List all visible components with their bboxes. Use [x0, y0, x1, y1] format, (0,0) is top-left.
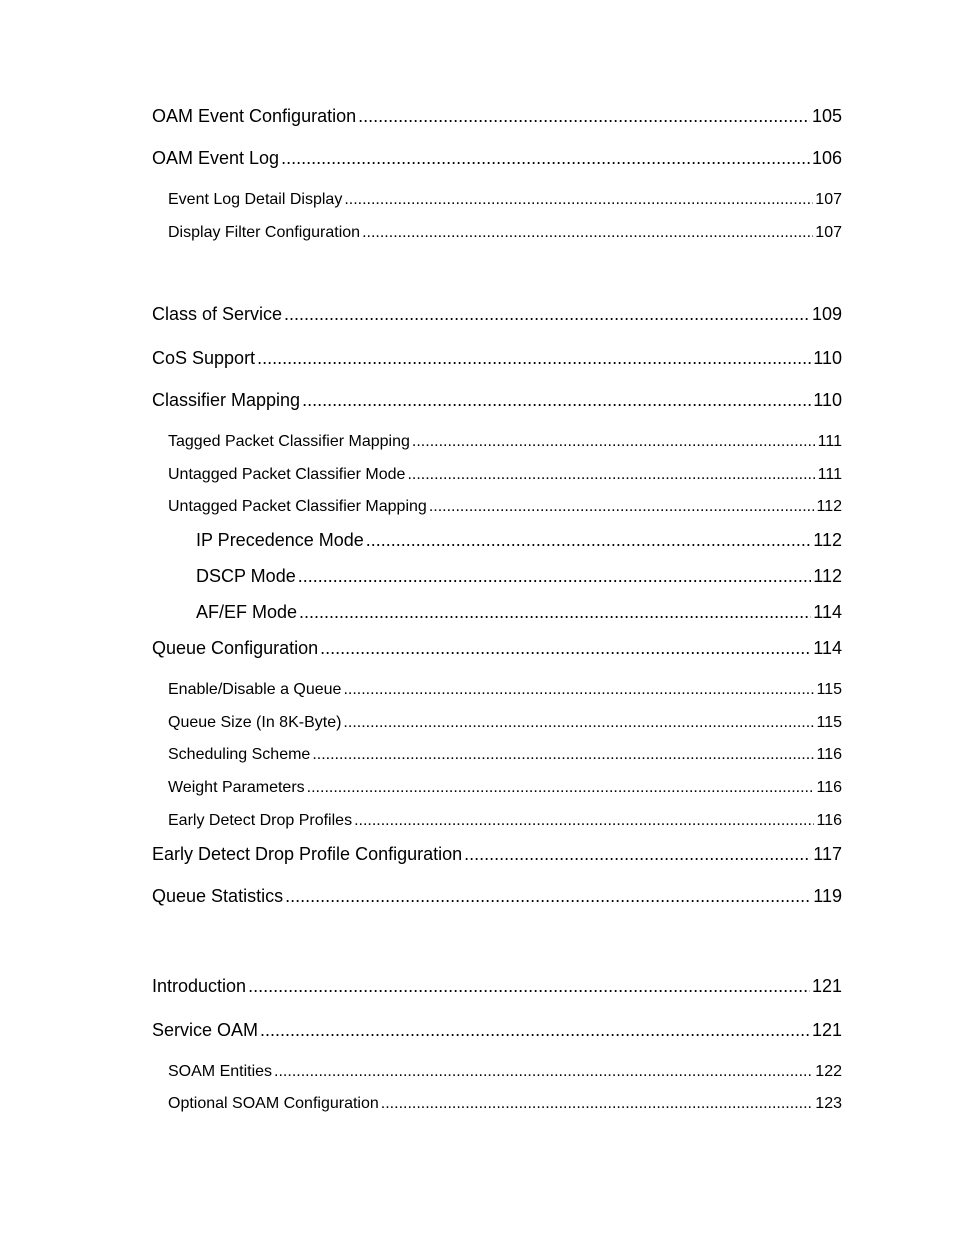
toc-entry-title: Queue Configuration — [152, 638, 319, 658]
toc-leader-dots — [260, 1020, 810, 1041]
toc-entry-page: 123 — [815, 1095, 842, 1112]
toc-entry — [152, 844, 842, 865]
toc-leader-dots — [412, 433, 816, 451]
toc-entry — [168, 779, 842, 797]
toc-entry-page: 106 — [811, 148, 842, 168]
toc-leader-dots — [381, 1095, 814, 1113]
toc-entry-page: 116 — [816, 746, 842, 763]
toc-leader-dots — [312, 746, 814, 764]
toc-entry-page: 112 — [813, 530, 842, 550]
toc-leader-dots — [257, 348, 811, 369]
toc-entry — [152, 976, 842, 997]
toc-entry-page: 116 — [816, 812, 842, 829]
toc-entry — [168, 433, 842, 451]
toc-entry-title: Introduction — [152, 976, 247, 996]
toc-entry — [196, 530, 842, 551]
toc-entry-title: AF/EF Mode — [196, 602, 298, 622]
toc-entry-page: 112 — [816, 498, 842, 515]
toc-entry-title: Class of Service — [152, 304, 283, 324]
toc-entry — [168, 224, 842, 242]
toc-entry — [152, 886, 842, 907]
toc-entry-title: OAM Event Log — [152, 148, 280, 168]
toc-leader-dots — [343, 714, 814, 732]
toc-entry-page: 117 — [813, 844, 842, 864]
toc-entry — [152, 304, 842, 325]
toc-leader-dots — [362, 224, 813, 242]
toc-entry — [168, 466, 842, 484]
toc-entry-page: 122 — [815, 1063, 842, 1080]
toc-entry — [152, 348, 842, 369]
toc-entry-page: 107 — [815, 191, 842, 208]
toc-leader-dots — [343, 681, 814, 699]
toc-leader-dots — [307, 779, 815, 797]
toc-entry-page: 110 — [813, 348, 842, 368]
toc-entry-page: 114 — [813, 602, 842, 622]
toc-entry-page: 121 — [811, 1020, 842, 1040]
toc-entry-title: Untagged Packet Classifier Mode — [168, 466, 406, 483]
toc-entry — [168, 191, 842, 209]
toc-entry-page: 110 — [813, 390, 842, 410]
toc-entry-title: Weight Parameters — [168, 779, 305, 796]
toc-entry-title: Queue Statistics — [152, 886, 284, 906]
toc-entry-page: 107 — [815, 224, 842, 241]
toc-entry-title: Early Detect Drop Profile Configuration — [152, 844, 463, 864]
toc-entry — [168, 1095, 842, 1113]
toc-entry-title: Untagged Packet Classifier Mapping — [168, 498, 427, 515]
toc-entry-page: 111 — [817, 433, 842, 450]
toc-entry-page: 121 — [811, 976, 842, 996]
toc-entry — [152, 638, 842, 659]
toc-entry-title: Queue Size (In 8K-Byte) — [168, 714, 342, 731]
toc-entry-page: 111 — [817, 466, 842, 483]
toc-leader-dots — [274, 1063, 813, 1081]
toc-entry-title: OAM Event Configuration — [152, 106, 357, 126]
toc-entry-page: 115 — [816, 714, 842, 731]
toc-entry-page: 115 — [816, 681, 842, 698]
toc-entry — [168, 746, 842, 764]
toc-entry — [152, 1020, 842, 1041]
toc-entry-title: Event Log Detail Display — [168, 191, 343, 208]
toc-entry — [168, 498, 842, 516]
toc-entry-page: 119 — [813, 886, 842, 906]
toc-entry — [152, 106, 842, 127]
toc-leader-dots — [302, 390, 811, 411]
toc-entry-page: 109 — [811, 304, 842, 324]
toc-entry-title: Optional SOAM Configuration — [168, 1095, 379, 1112]
toc-entry-title: Scheduling Scheme — [168, 746, 311, 763]
toc-entry-page: 105 — [811, 106, 842, 126]
toc-entry-title: CoS Support — [152, 348, 256, 368]
toc-entry — [152, 148, 842, 169]
toc-entry — [168, 812, 842, 830]
toc-entry — [196, 602, 842, 623]
toc-leader-dots — [429, 498, 815, 516]
toc-leader-dots — [298, 566, 812, 587]
toc-entry — [152, 390, 842, 411]
toc-entry-title: DSCP Mode — [196, 566, 296, 586]
toc-entry-page: 112 — [813, 566, 842, 586]
toc-leader-dots — [366, 530, 812, 551]
toc-leader-dots — [299, 602, 811, 623]
toc-entry-title: Service OAM — [152, 1020, 259, 1040]
toc-entry-page: 116 — [816, 779, 842, 796]
toc-entry — [196, 566, 842, 587]
toc-leader-dots — [354, 812, 814, 830]
toc-entry-title: Enable/Disable a Queue — [168, 681, 342, 698]
toc-leader-dots — [358, 106, 810, 127]
toc-entry — [168, 1063, 842, 1081]
toc-leader-dots — [344, 191, 813, 209]
toc-entry — [168, 681, 842, 699]
toc-entry-title: Display Filter Configuration — [168, 224, 361, 241]
toc-entry-page: 114 — [813, 638, 842, 658]
toc-leader-dots — [248, 976, 810, 997]
toc-entry-title: Classifier Mapping — [152, 390, 301, 410]
toc-leader-dots — [285, 886, 811, 907]
toc-leader-dots — [284, 304, 810, 325]
toc-entry-title: IP Precedence Mode — [196, 530, 364, 550]
toc-leader-dots — [281, 148, 810, 169]
toc-leader-dots — [464, 844, 811, 865]
toc-entry-title: Tagged Packet Classifier Mapping — [168, 433, 410, 450]
toc-entry-title: SOAM Entities — [168, 1063, 273, 1080]
toc-entry-title: Early Detect Drop Profiles — [168, 812, 353, 829]
toc-entry — [168, 714, 842, 732]
toc-leader-dots — [407, 466, 815, 484]
toc-leader-dots — [320, 638, 811, 659]
